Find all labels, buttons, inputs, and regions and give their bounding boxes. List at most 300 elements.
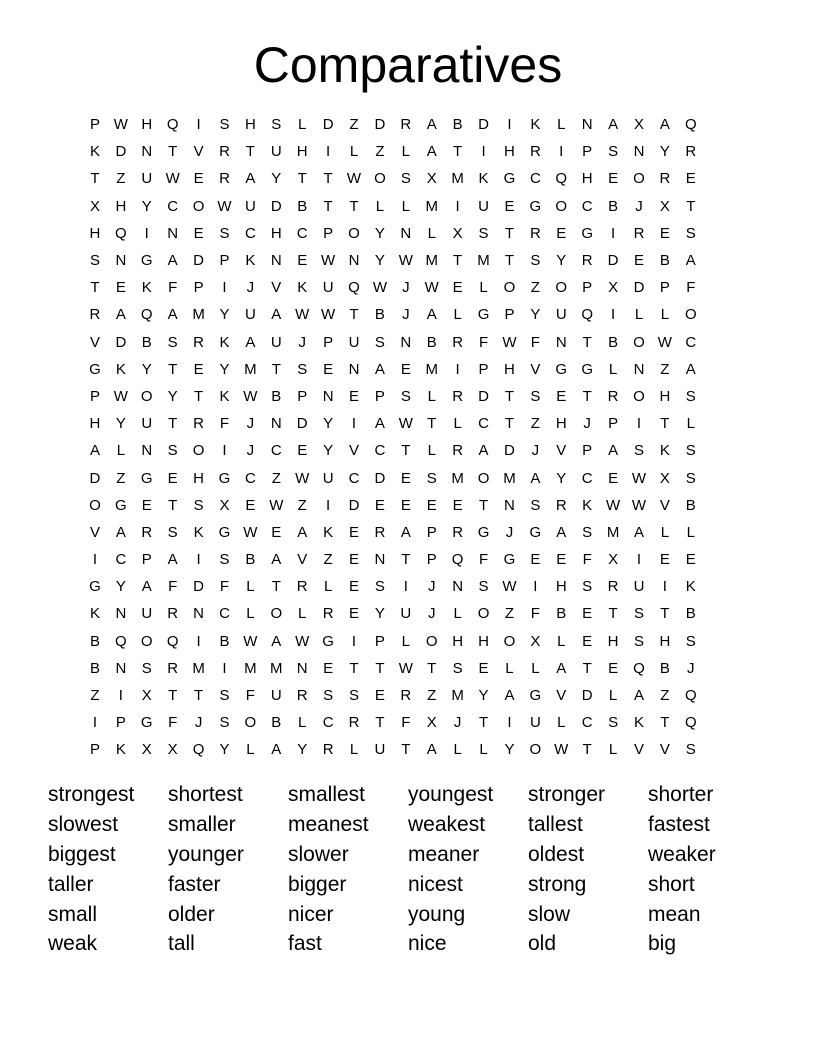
grid-letter: K [115,360,126,378]
word-row [48,899,788,929]
grid-letter: J [583,415,591,433]
grid-letter: P [659,279,670,297]
grid-letter: A [556,523,567,541]
grid-letter: T [271,578,281,596]
grid-letter: W [605,496,621,514]
grid-letter: T [401,442,411,460]
grid-letter: A [478,442,489,460]
grid-letter: E [582,632,593,650]
grid-letter: W [321,306,336,324]
grid-letter: B [608,333,619,351]
grid-letter: S [323,687,334,705]
grid-letter: J [402,279,410,297]
grid-letter: W [295,306,310,324]
grid-letter: X [167,741,178,759]
grid-letter: C [322,714,334,732]
grid-letter: S [530,496,541,514]
grid-letter: S [608,143,619,161]
grid-letter: Y [219,306,230,324]
grid-row [82,356,730,383]
grid-letter: H [504,360,515,378]
word-list-item: biggest [48,842,116,866]
word-list-item: shortest [168,783,243,807]
grid-letter: Y [271,170,282,188]
grid-letter: J [246,442,255,460]
grid-letter: K [89,605,100,623]
grid-letter: U [270,143,282,161]
grid-letter: L [401,197,410,215]
grid-letter: E [556,387,567,405]
grid-row [82,247,730,274]
grid-letter: E [659,224,670,242]
grid-letter: U [244,197,256,215]
grid-row [82,546,730,573]
grid-letter: I [455,360,460,378]
grid-letter: S [633,632,644,650]
grid-letter: N [115,252,127,270]
grid-letter: A [426,306,437,324]
grid-letter: Q [684,687,697,705]
grid-letter: E [608,659,619,677]
grid-letter: L [246,605,255,623]
grid-letter: Z [504,605,515,623]
grid-letter: S [374,578,385,596]
grid-letter: O [633,333,645,351]
grid-letter: U [322,469,334,487]
grid-letter: A [530,469,541,487]
grid-letter: H [244,116,256,134]
grid-letter: T [401,741,411,759]
grid-letter: E [297,252,308,270]
grid-letter: L [557,714,566,732]
grid-letter: N [115,659,127,677]
grid-letter: P [374,387,385,405]
grid-letter: E [193,170,204,188]
grid-letter: L [557,632,566,650]
grid-letter: R [296,687,308,705]
grid-letter: F [168,714,178,732]
grid-letter: T [427,415,437,433]
grid-letter: A [556,659,567,677]
grid-letter: G [140,252,153,270]
grid-letter: N [400,333,412,351]
grid-letter: B [271,387,282,405]
grid-letter: G [140,469,153,487]
grid-letter: A [426,143,437,161]
grid-letter: K [659,442,670,460]
grid-letter: L [479,279,488,297]
grid-letter: H [659,387,671,405]
grid-letter: L [246,578,255,596]
grid-letter: E [349,551,360,569]
grid-row [82,682,730,709]
grid-letter: L [349,741,359,759]
word-list-item: big [648,932,677,956]
grid-letter: V [556,687,567,705]
grid-letter: Y [659,143,670,161]
grid-letter: C [167,197,179,215]
grid-letter: T [608,605,618,623]
grid-letter: A [374,360,385,378]
grid-letter: N [193,605,204,623]
grid-letter: D [193,578,204,596]
grid-letter: X [426,714,437,732]
grid-letter: U [633,578,645,596]
grid-letter: N [555,333,567,351]
grid-letter: O [140,387,153,405]
grid-letter: G [115,496,127,514]
grid-letter: F [478,551,489,569]
grid-letter: D [348,496,360,514]
grid-letter: W [269,496,284,514]
grid-letter: J [246,415,255,433]
grid-letter: N [296,659,308,677]
grid-row [82,628,730,655]
grid-letter: L [686,523,695,541]
grid-letter: L [298,714,307,732]
word-list-item: slow [528,902,571,926]
grid-letter: R [296,578,308,596]
word-list-item: weaker [648,842,716,866]
grid-letter: X [659,469,670,487]
grid-letter: X [89,197,100,215]
grid-letter: K [245,252,256,270]
grid-letter: S [478,224,489,242]
grid-letter: H [659,632,671,650]
grid-letter: B [685,605,696,623]
grid-letter: K [685,578,696,596]
grid-letter: I [196,116,201,134]
grid-letter: J [298,333,306,351]
grid-letter: B [271,714,282,732]
grid-letter: S [582,578,593,596]
grid-letter: A [426,116,437,134]
grid-letter: W [372,279,387,297]
grid-letter: K [219,387,230,405]
grid-letter: Q [555,170,568,188]
grid-letter: S [685,632,696,650]
grid-letter: W [113,116,128,134]
grid-letter: K [478,170,489,188]
grid-letter: W [243,523,258,541]
grid-letter: J [402,306,410,324]
grid-letter: T [582,387,592,405]
grid-letter: S [219,687,230,705]
grid-letter: N [270,252,282,270]
word-list-item: smallest [288,783,366,807]
word-list-item: fast [288,932,322,956]
grid-letter: X [141,687,152,705]
grid-letter: L [427,442,436,460]
grid-row [82,410,730,437]
word-row [48,929,788,959]
grid-letter: A [633,523,644,541]
grid-letter: F [401,714,411,732]
grid-letter: V [530,360,541,378]
grid-letter: L [246,741,255,759]
grid-letter: L [608,741,618,759]
grid-row [82,437,730,464]
grid-letter: A [374,415,385,433]
grid-letter: N [348,252,360,270]
grid-letter: J [635,197,643,215]
grid-letter: L [453,605,462,623]
grid-letter: P [89,116,100,134]
grid-letter: E [245,496,256,514]
grid-letter: R [219,143,230,161]
grid-letter: I [636,551,642,569]
grid-letter: X [530,632,541,650]
grid-letter: Y [374,224,385,242]
grid-letter: B [608,197,619,215]
grid-letter: H [115,197,127,215]
grid-letter: O [555,197,568,215]
grid-letter: T [504,387,515,405]
grid-letter: Z [349,116,359,134]
grid-letter: O [244,714,257,732]
grid-letter: A [608,442,619,460]
grid-letter: E [633,252,644,270]
grid-letter: D [322,116,334,134]
grid-letter: T [478,714,489,732]
grid-letter: W [554,741,569,759]
grid-letter: S [633,442,644,460]
grid-letter: D [374,116,386,134]
grid-letter: C [115,551,127,569]
grid-letter: I [351,415,357,433]
grid-letter: T [401,551,411,569]
grid-letter: L [686,415,695,433]
grid-letter: A [685,360,696,378]
grid-letter: Z [116,469,126,487]
grid-letter: Z [116,170,126,188]
grid-letter: Q [115,632,127,650]
grid-letter: N [633,360,645,378]
grid-letter: G [529,197,542,215]
grid-letter: R [529,224,541,242]
grid-row [82,573,730,600]
grid-letter: S [89,252,100,270]
grid-letter: T [168,496,178,514]
grid-letter: Y [115,578,126,596]
grid-letter: N [141,143,153,161]
grid-letter: M [192,306,205,324]
grid-letter: E [374,687,385,705]
grid-letter: R [219,170,230,188]
grid-letter: K [530,116,541,134]
grid-letter: L [323,578,333,596]
grid-letter: B [685,496,696,514]
grid-letter: H [89,415,101,433]
grid-letter: I [196,551,201,569]
grid-letter: L [116,442,126,460]
word-list-item: older [168,902,215,926]
grid-letter: E [400,360,411,378]
grid-letter: E [556,224,567,242]
grid-letter: G [503,170,516,188]
grid-letter: Q [140,306,153,324]
grid-letter: Z [660,687,670,705]
grid-letter: I [403,578,408,596]
grid-letter: C [529,170,541,188]
grid-letter: P [115,714,126,732]
grid-letter: T [478,496,489,514]
grid-letter: R [529,143,541,161]
grid-letter: O [555,279,568,297]
grid-letter: S [374,333,385,351]
grid-letter: D [478,116,489,134]
word-list-item: faster [168,872,221,896]
grid-letter: T [245,143,255,161]
grid-letter: T [453,252,463,270]
grid-letter: R [141,523,153,541]
grid-letter: P [89,741,100,759]
grid-letter: T [660,714,670,732]
grid-letter: O [477,469,490,487]
grid-letter: N [322,387,334,405]
grid-letter: A [89,442,100,460]
grid-letter: P [608,415,619,433]
grid-letter: T [686,197,696,215]
grid-letter: J [194,714,203,732]
grid-letter: T [271,360,281,378]
grid-letter: P [582,442,593,460]
grid-letter: Q [192,741,205,759]
grid-letter: R [167,659,179,677]
grid-letter: Y [504,741,515,759]
grid-letter: P [504,306,515,324]
grid-letter: A [685,252,696,270]
grid-letter: S [530,252,541,270]
grid-letter: O [529,741,542,759]
grid-letter: A [141,578,152,596]
grid-letter: C [219,605,230,623]
word-list-item: smaller [168,813,236,837]
grid-letter: E [193,360,204,378]
grid-letter: R [193,415,204,433]
grid-letter: L [453,306,462,324]
grid-letter: C [581,197,593,215]
grid-letter: E [374,496,385,514]
grid-letter: W [398,659,413,677]
grid-letter: T [168,143,178,161]
grid-letter: H [89,224,101,242]
grid-letter: K [89,143,100,161]
grid-letter: X [608,279,619,297]
grid-letter: T [504,224,515,242]
word-list-item: bigger [288,872,347,896]
grid-letter: E [323,659,334,677]
grid-letter: E [556,551,567,569]
grid-letter: S [426,469,437,487]
grid-letter: S [219,714,230,732]
grid-letter: T [168,415,178,433]
grid-letter: O [503,279,516,297]
grid-letter: A [608,116,619,134]
grid-letter: U [478,197,489,215]
grid-row [82,165,730,192]
grid-letter: A [167,252,178,270]
grid-row [82,464,730,491]
grid-letter: B [374,306,385,324]
grid-letter: R [348,714,360,732]
grid-letter: I [559,143,564,161]
grid-letter: U [270,333,282,351]
grid-letter: R [374,523,386,541]
word-list-item: nice [408,932,447,956]
grid-letter: L [349,143,359,161]
grid-letter: S [685,387,696,405]
grid-letter: B [452,116,463,134]
grid-letter: W [398,252,413,270]
grid-letter: I [222,659,227,677]
grid-letter: Q [451,551,464,569]
grid-letter: W [631,469,647,487]
grid-letter: G [477,306,490,324]
grid-letter: I [196,632,201,650]
grid-row [82,193,730,220]
word-row [48,810,788,840]
grid-letter: L [375,197,385,215]
grid-letter: E [530,551,541,569]
word-list-item: strong [528,872,587,896]
grid-letter: J [505,523,514,541]
grid-letter: E [685,551,696,569]
grid-letter: W [113,387,128,405]
grid-letter: W [243,387,258,405]
grid-letter: E [297,442,308,460]
grid-letter: I [222,279,227,297]
grid-letter: H [141,116,153,134]
grid-letter: Y [374,252,385,270]
grid-letter: K [633,714,644,732]
grid-letter: S [530,387,541,405]
grid-row [82,111,730,138]
grid-letter: W [502,333,517,351]
grid-letter: O [633,170,645,188]
grid-letter: Z [530,415,540,433]
grid-letter: G [581,360,593,378]
grid-letter: F [219,415,230,433]
grid-letter: Q [684,714,697,732]
grid-letter: I [533,578,538,596]
grid-letter: E [193,224,204,242]
grid-letter: A [504,687,515,705]
grid-row [82,709,730,736]
grid-letter: U [322,279,334,297]
grid-letter: G [218,469,231,487]
grid-letter: L [427,224,436,242]
grid-letter: L [298,605,307,623]
grid-letter: C [374,442,386,460]
grid-letter: S [193,496,204,514]
grid-letter: S [582,523,593,541]
grid-letter: L [660,306,670,324]
grid-letter: N [115,605,127,623]
grid-letter: Q [581,306,593,324]
grid-letter: O [633,387,645,405]
grid-letter: N [141,442,153,460]
word-list-item: slowest [48,813,119,837]
grid-letter: T [375,714,385,732]
grid-letter: V [89,333,100,351]
grid-letter: S [219,551,230,569]
grid-letter: Y [297,741,308,759]
grid-letter: A [245,170,256,188]
grid-letter: F [686,279,696,297]
grid-letter: Z [90,687,100,705]
grid-letter: M [425,252,438,270]
